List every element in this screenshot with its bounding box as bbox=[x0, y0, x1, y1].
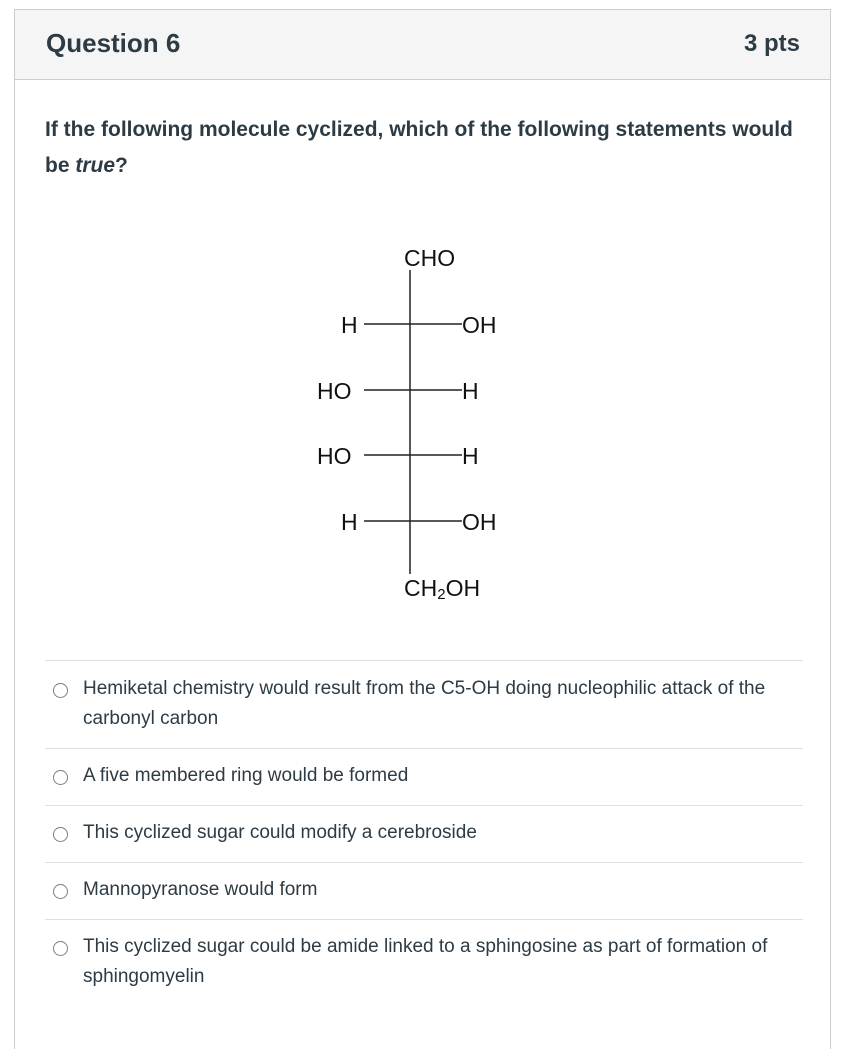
fischer-row-4-left: H bbox=[341, 509, 358, 535]
answer-label[interactable]: This cyclized sugar could modify a cerebroside bbox=[83, 822, 477, 843]
fischer-projection bbox=[260, 222, 560, 612]
answer-label[interactable]: This cyclized sugar could be amide linked to a sphingosine as part of formation of sphingomyelin bbox=[83, 936, 768, 987]
fischer-bottom-group bbox=[404, 577, 480, 602]
answer-option-4[interactable] bbox=[45, 862, 803, 919]
answer-label[interactable]: A five membered ring would be formed bbox=[83, 765, 409, 786]
radio-button[interactable] bbox=[53, 827, 68, 842]
answer-label[interactable]: Hemiketal chemistry would result from the C5-OH doing nucleophilic attack of the carbonyl carbon bbox=[83, 678, 766, 729]
fischer-row-3-right: H bbox=[462, 443, 479, 469]
question-points: 3 pts bbox=[743, 30, 800, 57]
answer-option-2[interactable] bbox=[45, 748, 803, 805]
radio-button[interactable] bbox=[53, 770, 68, 785]
answer-option-3[interactable] bbox=[45, 805, 803, 862]
answer-option-1[interactable] bbox=[45, 660, 803, 748]
question-title: Question 6 bbox=[46, 28, 181, 58]
fischer-row-2-left: HO bbox=[317, 378, 352, 404]
fischer-row-2-right: H bbox=[462, 378, 479, 404]
question-text-emphasis: true bbox=[75, 154, 116, 177]
radio-button[interactable] bbox=[53, 941, 68, 956]
radio-button[interactable] bbox=[53, 884, 68, 899]
answer-label[interactable]: Mannopyranose would form bbox=[83, 879, 318, 900]
question-text bbox=[45, 112, 805, 184]
fischer-bottom-tail: OH bbox=[445, 575, 481, 601]
fischer-top-group: CHO bbox=[404, 245, 456, 271]
question-text-main: If the following molecule cyclized, which of the following statements would be bbox=[45, 118, 793, 177]
fischer-bottom-main: CH bbox=[404, 575, 438, 601]
radio-button[interactable] bbox=[53, 683, 68, 698]
fischer-row-4-right: OH bbox=[462, 509, 497, 535]
answer-list bbox=[45, 660, 803, 1007]
question-text-suffix: ? bbox=[115, 154, 128, 177]
fischer-bottom-subscript: 2 bbox=[437, 586, 446, 603]
fischer-row-1-right: OH bbox=[462, 312, 497, 338]
fischer-bonds bbox=[260, 222, 560, 612]
fischer-row-1-left: H bbox=[341, 312, 358, 338]
question-header bbox=[15, 10, 830, 80]
fischer-row-3-left: HO bbox=[317, 443, 352, 469]
answer-option-5[interactable] bbox=[45, 919, 803, 1007]
